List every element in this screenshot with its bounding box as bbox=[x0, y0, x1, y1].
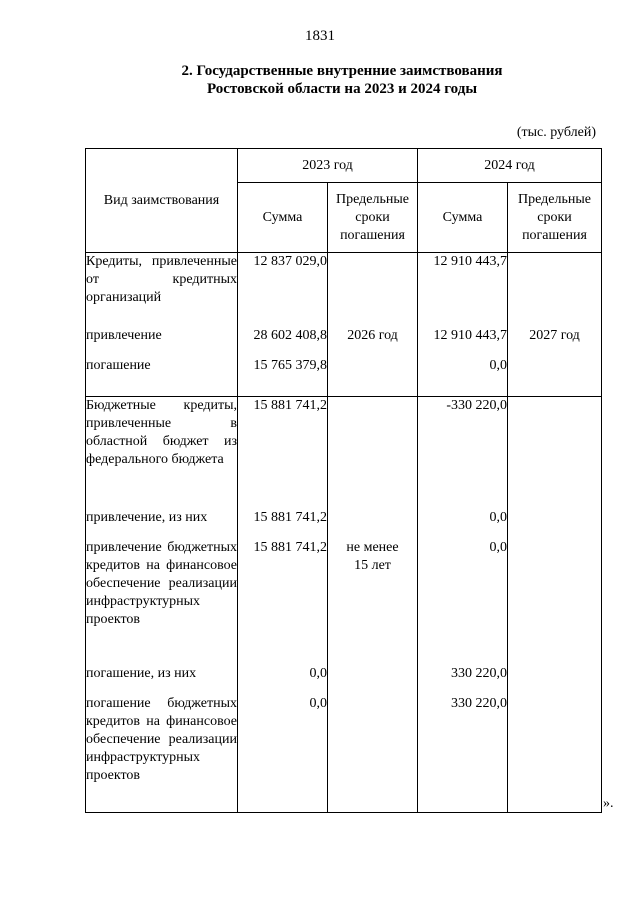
s2-label-infra-repayment: погашение бюджетных кредитов на финансовое обеспечение реализации инфраструктурных проектов bbox=[86, 696, 237, 784]
header-sum-2024: Сумма bbox=[418, 183, 508, 253]
title-line-1: 2. Государственные внутренние заимствования bbox=[181, 63, 503, 79]
s1-sum2023-repayment: 15 765 379,8 bbox=[253, 358, 327, 373]
closing-quote-mark: ». bbox=[603, 796, 614, 811]
s1-sum2023-attraction: 28 602 408,8 bbox=[253, 328, 327, 343]
header-sum-2023: Сумма bbox=[238, 183, 328, 253]
page-title bbox=[0, 62, 640, 98]
s1-sum2024-repayment: 0,0 bbox=[489, 358, 507, 373]
header-year-2023: 2023 год bbox=[238, 149, 418, 183]
borrowings-table bbox=[85, 148, 602, 813]
s1-sum2024-attraction: 12 910 443,7 bbox=[433, 328, 507, 343]
s2-term2023-infra-attraction: не менее 15 лет bbox=[346, 540, 399, 574]
s2-sum2024-total: -330 220,0 bbox=[446, 398, 507, 414]
s2-sum2024-infra-attraction: 0,0 bbox=[489, 540, 507, 556]
title-line-2: Ростовской области на 2023 и 2024 годы bbox=[206, 81, 478, 97]
s1-term2023-attraction: 2026 год bbox=[347, 328, 398, 343]
s1-label-total: Кредиты, привлеченные от кредитных организаций bbox=[86, 254, 237, 305]
s2-sum2023-attraction: 15 881 741,2 bbox=[253, 510, 327, 526]
s2-sum2023-repayment: 0,0 bbox=[309, 666, 327, 682]
s2-sum2023-infra-repayment: 0,0 bbox=[309, 696, 327, 712]
s1-sum2023-total: 12 837 029,0 bbox=[253, 254, 327, 269]
s1-sum2024-total: 12 910 443,7 bbox=[433, 254, 507, 269]
header-terms-2024: Предельные сроки погашения bbox=[508, 183, 602, 253]
section2-row bbox=[86, 397, 602, 813]
s2-sum2024-attraction: 0,0 bbox=[489, 510, 507, 526]
page-number: 1831 bbox=[305, 28, 335, 44]
s2-label-repayment: погашение, из них bbox=[86, 666, 197, 682]
header-terms-2023: Предельные сроки погашения bbox=[328, 183, 418, 253]
s2-sum2024-infra-repayment: 330 220,0 bbox=[451, 696, 507, 712]
s2-sum2024-repayment: 330 220,0 bbox=[451, 666, 507, 682]
units-note: (тыс. рублей) bbox=[516, 125, 596, 140]
s1-label-repayment: погашение bbox=[86, 358, 151, 373]
s2-sum2023-total: 15 881 741,2 bbox=[253, 398, 327, 414]
header-year-2024: 2024 год bbox=[418, 149, 602, 183]
s2-label-total: Бюджетные кредиты, привлеченные в областной бюджет из федерального бюджета bbox=[86, 398, 237, 468]
s2-label-attraction: привлечение, из них bbox=[86, 510, 208, 526]
s2-label-infra-attraction: привлечение бюджетных кредитов на финансовое обеспечение реализации инфраструктурных проектов bbox=[86, 540, 237, 628]
header-borrowing-type: Вид заимствования bbox=[86, 149, 238, 253]
section1-row bbox=[86, 253, 602, 397]
s1-term2024-attraction: 2027 год bbox=[529, 328, 580, 343]
s2-sum2023-infra-attraction: 15 881 741,2 bbox=[253, 540, 327, 556]
s1-label-attraction: привлечение bbox=[86, 328, 162, 343]
